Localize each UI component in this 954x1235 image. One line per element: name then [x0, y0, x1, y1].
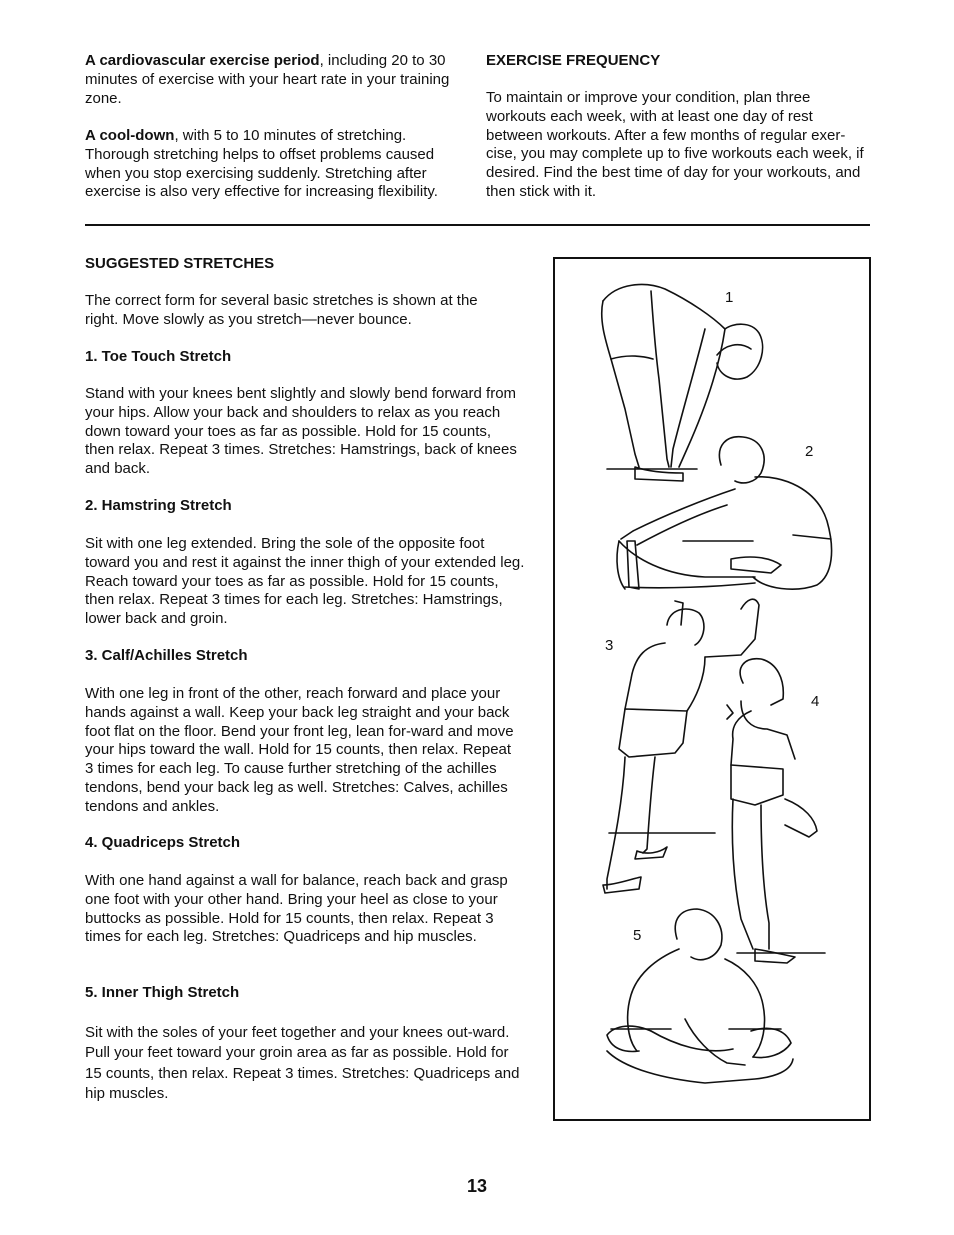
stretch-4-body: With one hand against a wall for balance, reach back and grasp one foot with your other hand. Bring your heel as close to your buttocks as possible. Hold for 15 counts, then relax. Repeat 3 times for each leg. Stretches: Quadriceps and hip muscles. — [85, 872, 508, 946]
stretch-5-body: Sit with the soles of your feet together and your knees out-ward. Pull your feet toward your groin area as far as possible. Hold for 15 counts, then relax. Repeat 3 times. Stretches: Quadriceps and hip muscles. — [85, 1024, 520, 1102]
section-divider — [85, 224, 870, 226]
cardio-text: , including 20 to 30 minutes of exercise with your heart rate in your training zone. — [85, 52, 450, 107]
cardio-paragraph — [85, 52, 455, 108]
stretch-4-title: 4. Quadriceps Stretch — [85, 834, 241, 851]
cooldown-text: , with 5 to 10 minutes of stretching. Thorough stretching helps to offset problems caused when you stop exercising suddenly. Stretching after exercise is also very effective for increasing flexibility. — [85, 127, 438, 201]
stretch-2-body: Sit with one leg extended. Bring the sole of the opposite foot toward you and rest it against the inner thigh of your extended leg. Reach toward your toes as far as possible. Hold for 15 counts, then relax. Repeat 3 times for each leg. Stretches: Hamstrings, lower back and groin. — [85, 535, 525, 628]
hamstring-figure — [617, 437, 832, 589]
toe-touch-figure — [602, 285, 763, 481]
figure-label-5: 5 — [633, 927, 642, 944]
cardio-bold: A cardiovascular exercise period — [85, 52, 320, 69]
stretch-1-body: Stand with your knees bent slightly and slowly bend forward from your hips. Allow your back and shoulders to relax as you reach down toward your toes as far as possible. Hold for 15 counts, then relax. Repeat 3 times. Stretches: Hamstrings, back of knees and back. — [85, 385, 517, 478]
stretches-intro: The correct form for several basic stretches is shown at the right. Move slowly as you stretch—never bounce. — [85, 292, 478, 328]
stretch-5-title: 5. Inner Thigh Stretch — [85, 984, 240, 1001]
stretch-3-body: With one leg in front of the other, reach forward and place your hands against a wall. Keep your back leg straight and your back foot flat on the floor. Bend your front leg, lean for-ward and move your hips toward the wall. Hold for 15 counts, then relax. Repeat 3 times for each leg. To cause further stretching of the achilles tendons, bend your back leg as well. Stretches: Calves, achilles tendons and ankles. — [85, 685, 514, 815]
page-number: 13 — [466, 1176, 488, 1196]
calf-stretch-figure — [603, 599, 759, 893]
figure-label-4: 4 — [811, 693, 820, 710]
figure-label-2: 2 — [805, 443, 814, 460]
stretches-heading: SUGGESTED STRETCHES — [85, 255, 275, 272]
figure-label-3: 3 — [605, 637, 614, 654]
stretch-illustrations — [553, 257, 871, 1121]
figure-label-1: 1 — [725, 289, 734, 306]
stretch-2-title: 2. Hamstring Stretch — [85, 497, 232, 514]
stretch-drawings — [555, 259, 869, 1119]
cooldown-bold: A cool-down — [85, 127, 175, 144]
stretch-3-title: 3. Calf/Achilles Stretch — [85, 647, 248, 664]
cooldown-paragraph — [85, 127, 463, 202]
frequency-heading: EXERCISE FREQUENCY — [486, 52, 661, 69]
frequency-body: To maintain or improve your condition, plan three workouts each week, with at least one day of rest between workouts. After a few months of regular exer-cise, you may complete up to five workouts each week, if desired. Find the best time of day for your workouts, and then stick with it. — [486, 89, 864, 200]
stretch-1-title: 1. Toe Touch Stretch — [85, 348, 232, 365]
